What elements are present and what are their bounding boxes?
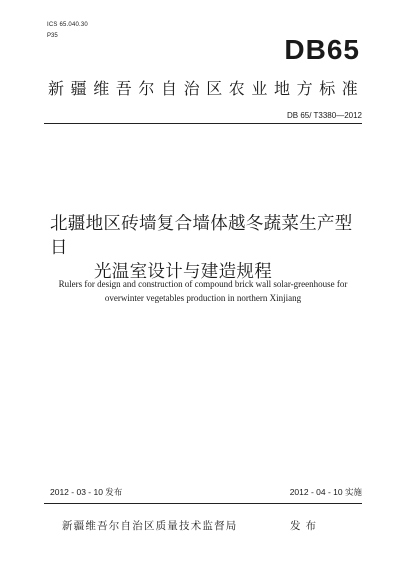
ccs-code: P35 xyxy=(47,33,58,39)
standard-code: DB65 xyxy=(284,34,360,65)
english-title-line-2: overwinter vegetables production in northern Xinjiang xyxy=(104,293,302,303)
english-title-line-1: Rulers for design and construction of compound brick wall solar-greenhouse for xyxy=(58,279,348,289)
english-title xyxy=(40,277,366,305)
standard-type: 新疆维吾尔自治区农业地方标准 xyxy=(48,79,365,98)
chinese-title xyxy=(50,212,370,284)
footer-divider xyxy=(44,503,362,504)
issue-date: 2012 - 03 - 10 发布 xyxy=(50,487,123,497)
header-divider xyxy=(44,123,362,124)
chinese-title-line-2: 光温室设计与建造规程 xyxy=(94,262,272,282)
effective-date: 2012 - 04 - 10 实施 xyxy=(289,487,362,497)
chinese-title-line-1: 北疆地区砖墙复合墙体越冬蔬菜生产型日 xyxy=(50,214,353,258)
ics-code: ICS 65.040.30 xyxy=(47,22,88,28)
standard-number: DB 65/ T3380—2012 xyxy=(286,111,362,120)
issuing-authority: 新疆维吾尔自治区质量技术监督局 xyxy=(62,520,238,532)
issuing-verb: 发布 xyxy=(290,520,321,532)
